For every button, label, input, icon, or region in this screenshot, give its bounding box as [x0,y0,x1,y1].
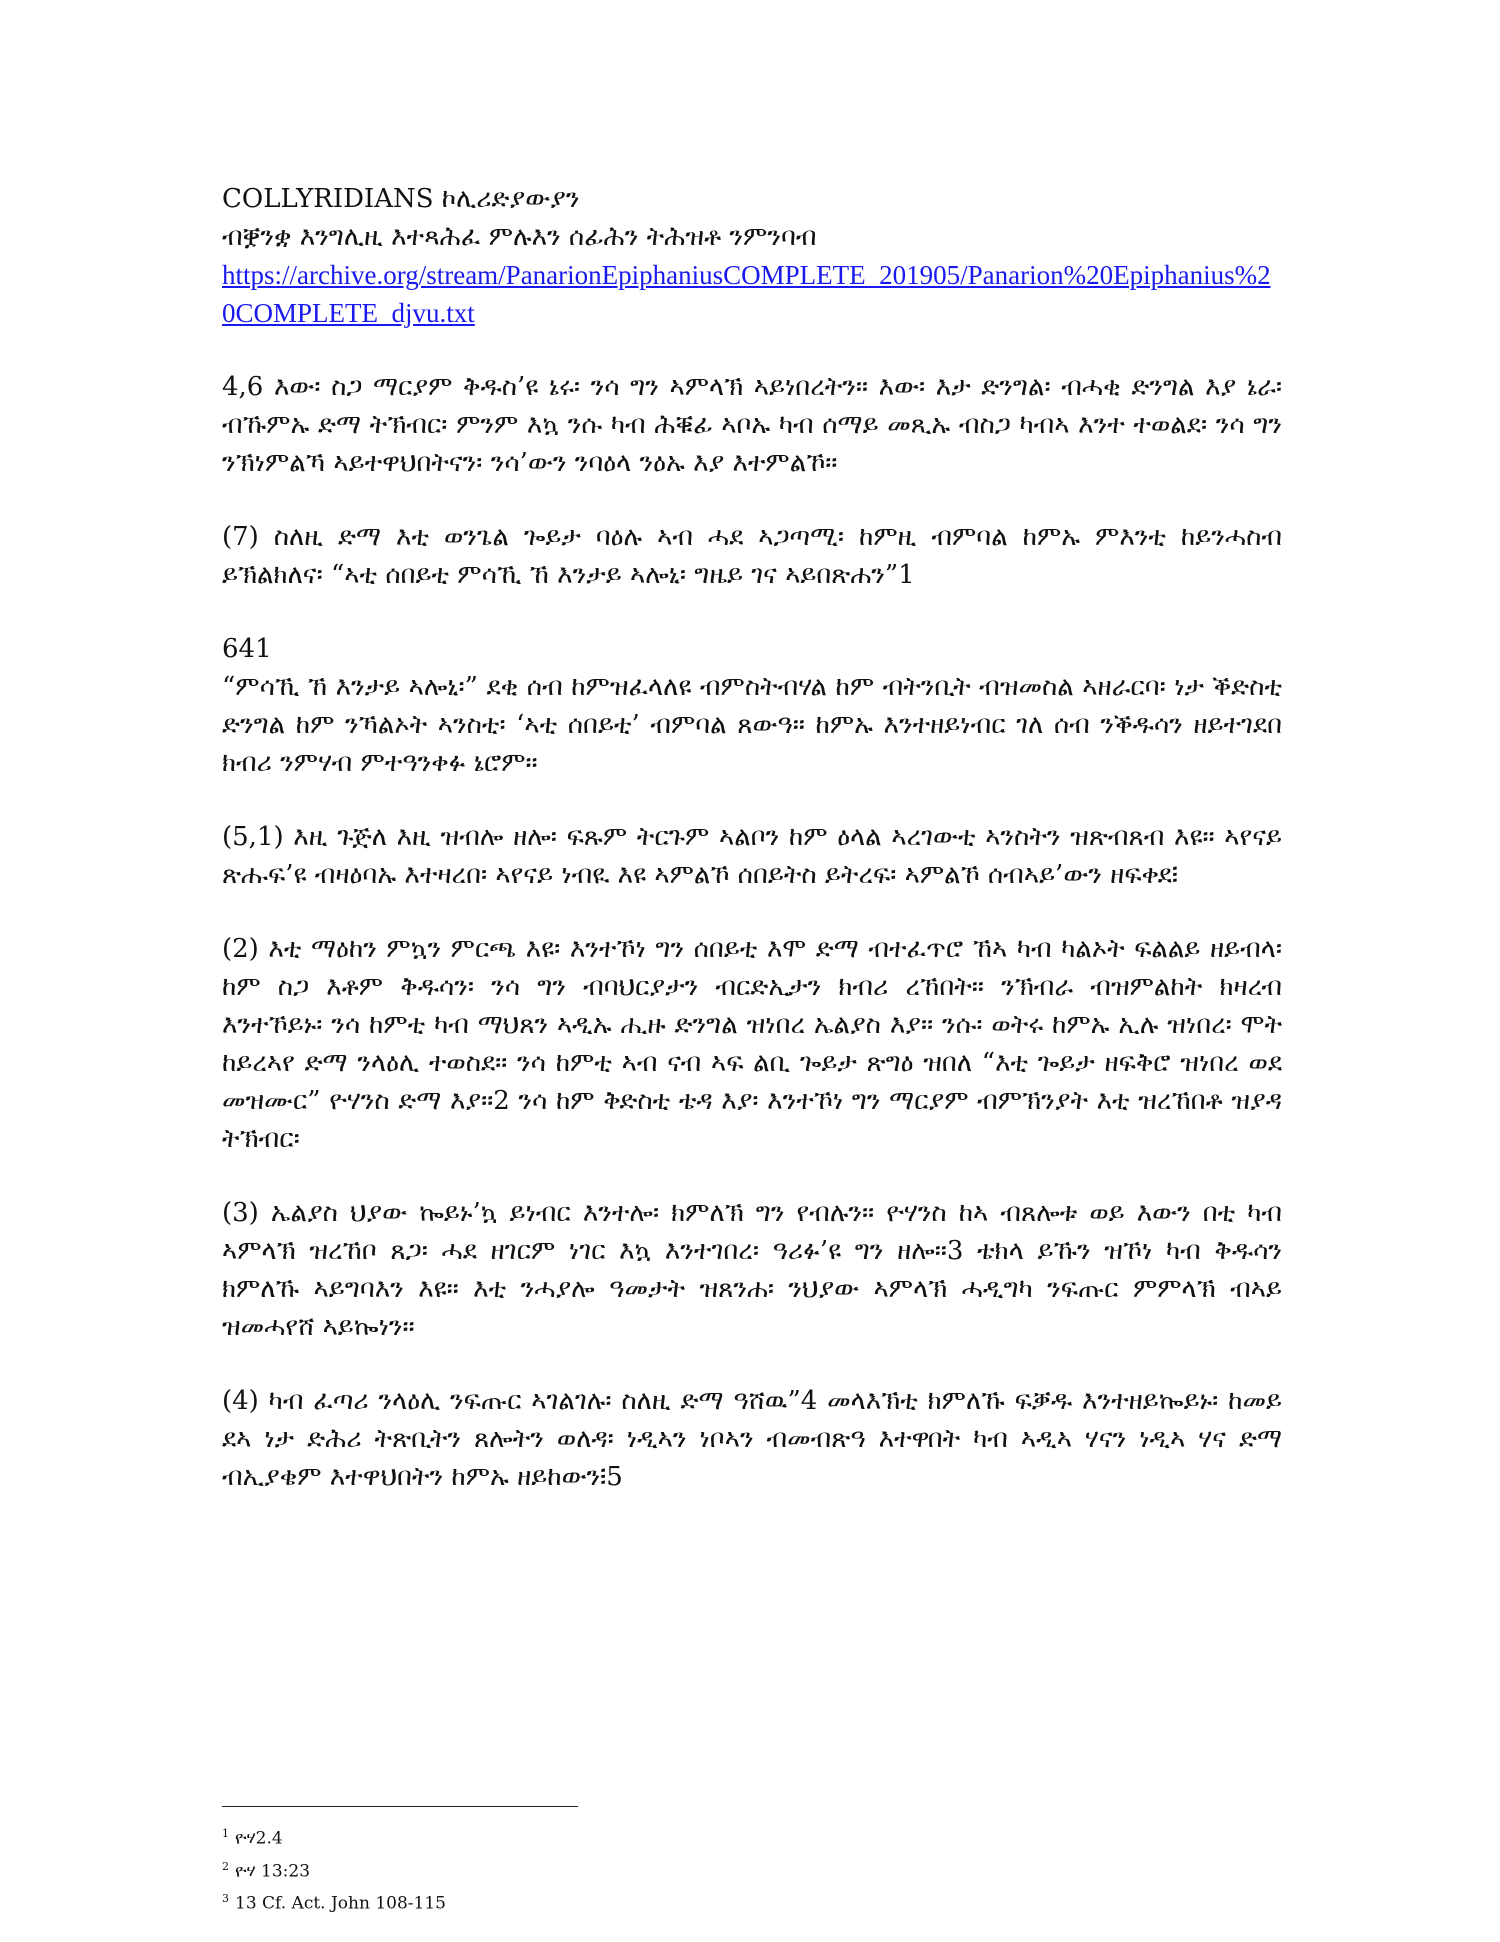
paragraph-5-1: (5,1) እዚ ጉጅለ እዚ ዝብሎ ዘሎ፡ ፍጹም ትርጉም ኣልቦን ከም ዕላል ኣረገውቲ ኣንስትን ዝጽብጸብ እዩ። ኣየናይ ጽሑፍ’ዩ ብዛዕባኡ እተዛረበ፡ ኣየናይ ነብዪ እዩ ኣምልኾ ሰበይትስ ይትረፍ፡ ኣምልኾ ሰብኣይ’ውን ዘፍቀደ፧ [222,822,1282,890]
footnote-text: 13 Cf. Act. John 108-115 [235,1893,446,1914]
document-title: COLLYRIDIANS ኮሊሪድያውያን [222,184,580,214]
paragraph-2: (2) እቲ ማዕከን ምኳን ምርጫ እዩ፡ እንተኾነ ግን ሰበይቲ እሞ ድማ ብተፈጥሮ ኸኣ ካብ ካልኦት ፍልልይ ዘይብላ፡ ከም ስጋ እቶም ቅዱሳን፡ ንሳ ግን ብባህርያታን ብርድኢታን ክብሪ ረኸበት። ንኽብራ ብዝምልከት ክዛረብ እንተኾይኑ፡ ንሳ ከምቲ ካብ ማህጸን ኣዲኡ ሒዙ ድንግል ዝነበረ ኤልያስ እያ። ንሱ፡ ወትሩ ከምኡ ኢሉ ዝነበረ፡ ሞት ከይረኣየ ድማ ንላዕሊ ተወስደ። ንሳ ከምቲ ኣብ ናብ ኣፍ ልቢ ጐይታ ጽግዕ ዝበለ “እቲ ጐይታ ዘፍቅሮ ዝነበረ ወደ መዝሙር” ዮሃንስ ድማ እያ።2 ንሳ ከም ቅድስቲ ቴዳ እያ፡ እንተኾነ ግን ማርያም ብምኽንያት እቲ ዝረኸበቶ ዝያዳ ትኽብር፡ [222,934,1282,1154]
paragraph-4: (4) ካብ ፈጣሪ ንላዕሊ ንፍጡር ኣገልገሉ፡ ስለዚ ድማ ዓሸዉ”4 መላእኽቲ ክምለኹ ፍቓዱ እንተዘይኰይኑ፡ ከመይ ደኣ ነታ ድሕሪ ትጽቢትን ጸሎትን ወለዳ፡ ነዲኣን ነቦኣን ብመብጽዓ እተዋበት ካብ ኣዲኣ ሃናን ነዲኣ ሃና ድማ ብኢያቄም እተዋህበትን ከምኡ ዘይከውን፧5 [222,1386,1282,1492]
paragraph-continued: “ምሳኺ ኸ እንታይ ኣሎኒ፡” ደቂ ሰብ ከምዝፈላለዩ ብምስትብሃል ከም ብትንቢት ብዝመስል ኣዘራርባ፡ ነታ ቕድስቲ ድንግል ከም ንኻልኦት ኣንስቲ፡ ‘ኣቲ ሰበይቲ’ ብምባል ጸውዓ። ከምኡ እንተዘይነብር ገለ ሰብ ንቕዱሳን ዘይተገደበ ክብሪ ንምሃብ ምተዓንቀፉ ኔሮም። [222,672,1282,778]
footnote-number: 2 [222,1859,229,1873]
paragraph-7: (7) ስለዚ ድማ እቲ ወንጌል ጐይታ ባዕሉ ኣብ ሓደ ኣጋጣሚ፡ ከምዚ ብምባል ከምኡ ምእንቲ ከይንሓስብ ይኽልክለና፡ “ኣቲ ሰበይቲ ምሳኺ ኸ እንታይ ኣሎኒ፡ ግዜይ ገና ኣይበጽሐን”1 [222,522,1282,590]
footnote-separator [222,1806,578,1807]
footnote [222,1853,1022,1886]
footnote-number: 3 [222,1892,229,1906]
document-body [222,180,1282,1496]
footnotes [222,1820,1022,1918]
footnote-number: 1 [222,1827,229,1840]
source-link[interactable]: https://archive.org/stream/PanarionEpiphaniusCOMPLETE_201905/Panarion%20Epiphanius%20COMPLETE_djvu.txt [222,260,1271,328]
page-number: 641 [222,634,272,664]
footnote [222,1885,1022,1918]
paragraph-4-6: 4,6 እው፡ ስጋ ማርያም ቅዱስ’ዩ ኔሩ፡ ንሳ ግን ኣምላኽ ኣይነበረትን። እው፡ እታ ድንግል፡ ብሓቂ ድንግል እያ ኔራ፡ ብኹምኡ ድማ ትኽብር፡ ምንም እኳ ንሱ ካብ ሕቑፊ ኣቦኡ ካብ ሰማይ መጺኡ ብስጋ ካብኣ እንተ ተወልደ፡ ንሳ ግን ንኽነምልኻ ኣይተዋህበትናን፡ ንሳ’ውን ንባዕላ ንዕኡ እያ እተምልኾ። [222,372,1282,478]
footnote [222,1820,1022,1853]
footnote-text: ዮሃ2.4 [235,1828,283,1849]
paragraph-3: (3) ኤልያስ ህያው ኰይኑ’ኳ ይነብር እንተሎ፡ ክምለኽ ግን የብሉን። ዮሃንስ ከኣ ብጸሎቱ ወይ እውን በቲ ካብ ኣምላኽ ዝረኸቦ ጸጋ፡ ሓደ ዘገርም ነገር እኳ እንተገበረ፡ ዓሪፉ’ዩ ግን ዘሎ።3 ቴክላ ይኹን ዝኾነ ካብ ቅዱሳን ክምለኹ ኣይግባእን እዩ። እቲ ንሓያሎ ዓመታት ዝጸንሐ፡ ንህያው ኣምላኽ ሓዲግካ ንፍጡር ምምላኽ ብኣይ ዝመሓየሸ ኣይኰነን። [222,1198,1282,1342]
footnote-text: ዮሃ 13:23 [235,1861,311,1882]
document-subtitle: ብቛንቋ እንግሊዚ እተጻሕፈ ምሉእን ሰፊሕን ትሕዝቶ ንምንባብ [222,222,817,252]
